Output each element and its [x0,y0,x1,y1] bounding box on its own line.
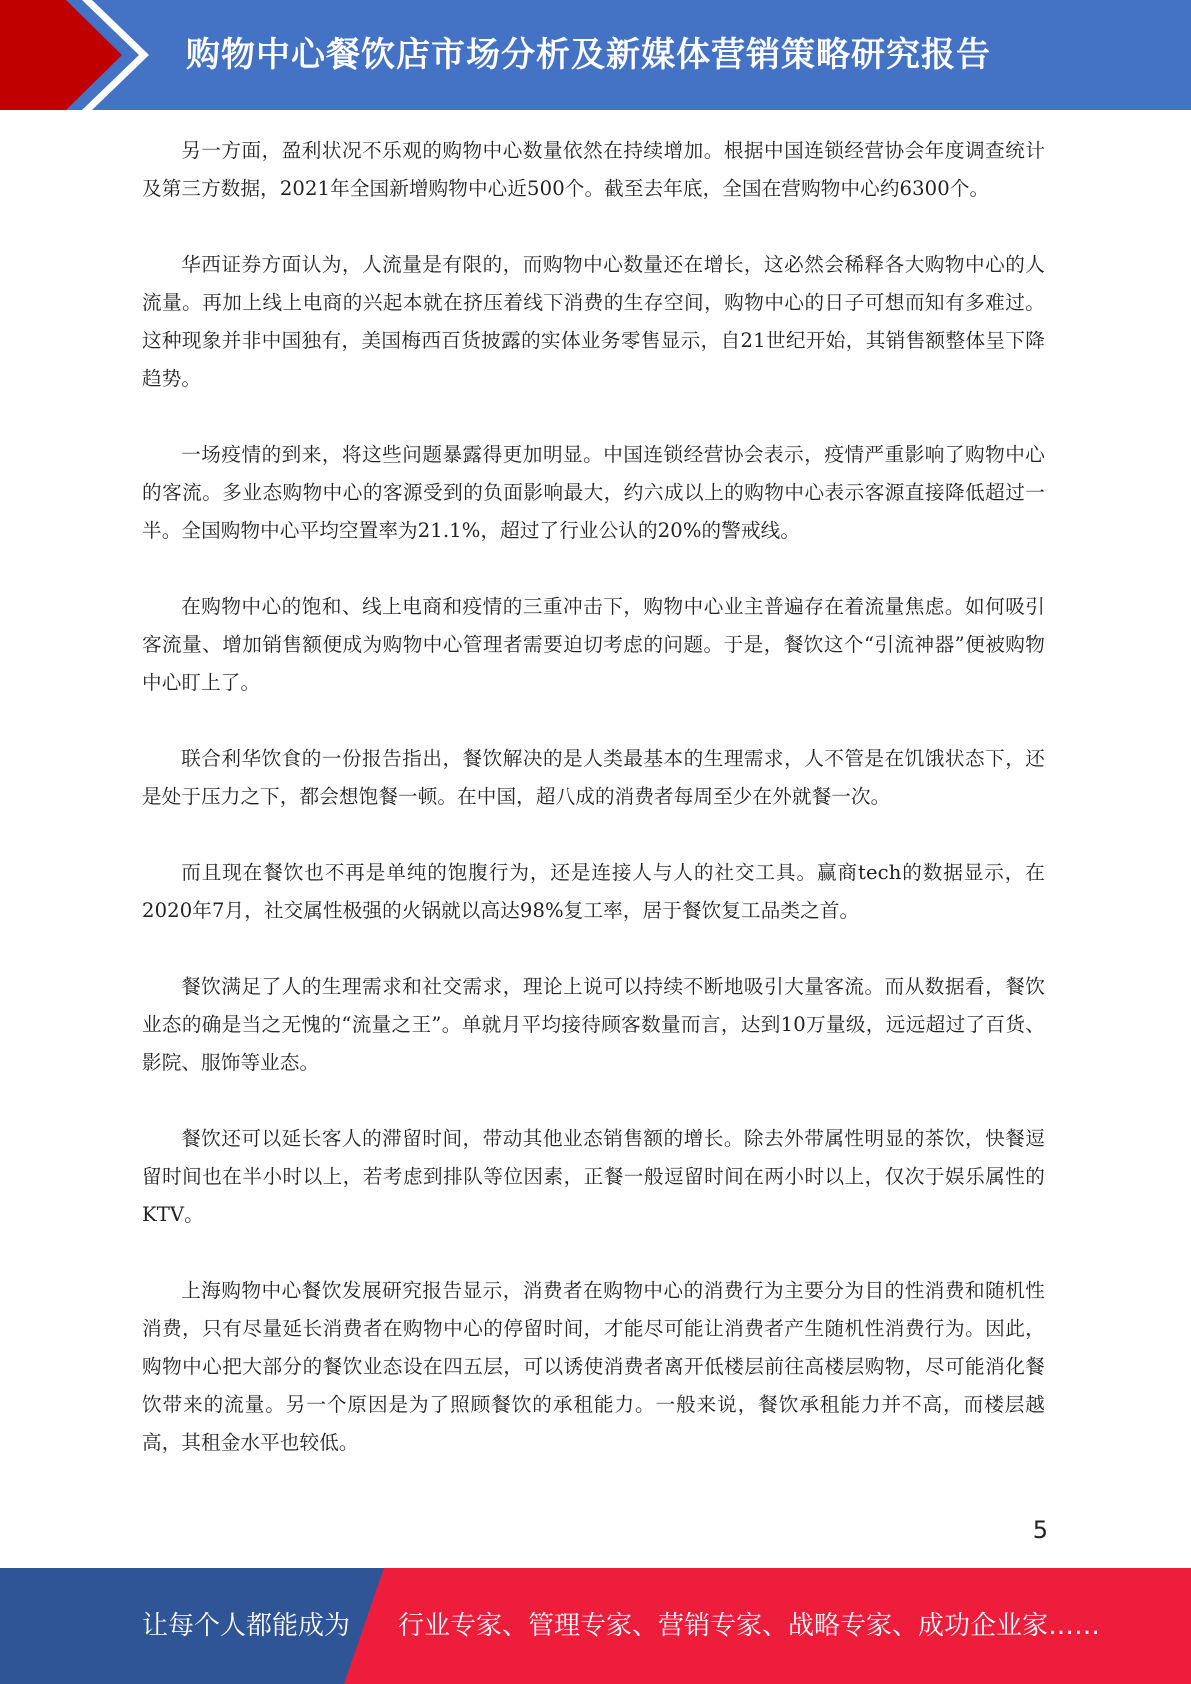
paragraph-8: 餐饮还可以延长客人的滞留时间，带动其他业态销售额的增长。除去外带属性明显的茶饮，快餐逗留时间也在半小时以上，若考虑到排队等位因素，正餐一般逗留时间在两小时以上，仅次于娱乐属性的KTV。 [142,1127,1045,1226]
paragraph-1: 另一方面，盈利状况不乐观的购物中心数量依然在持续增加。根据中国连锁经营协会年度调查统计及第三方数据，2021年全国新增购物中心近500个。截至去年底，全国在营购物中心约6300个。 [142,139,1045,200]
footer-slogan: 让每个人都能成为 [142,1611,351,1641]
page-header [0,0,1191,110]
body-text [142,132,1045,1500]
paragraph-5: 联合利华饮食的一份报告指出，餐饮解决的是人类最基本的生理需求，人不管是在饥饿状态下，还是处于压力之下，都会想饱餐一顿。在中国，超八成的消费者每周至少在外就餐一次。 [142,747,1045,808]
paragraph-4: 在购物中心的饱和、线上电商和疫情的三重冲击下，购物中心业主普遍存在着流量焦虑。如何吸引客流量、增加销售额便成为购物中心管理者需要迫切考虑的问题。于是，餐饮这个“引流神器”便被购物中心盯上了。 [142,595,1045,694]
paragraph-6: 而且现在餐饮也不再是单纯的饱腹行为，还是连接人与人的社交工具。赢商tech的数据显示，在2020年7月，社交属性极强的火锅就以高达98%复工率，居于餐饮复工品类之首。 [142,861,1045,922]
document-title: 购物中心餐饮店市场分析及新媒体营销策略研究报告 [186,35,991,75]
paragraph-3: 一场疫情的到来，将这些问题暴露得更加明显。中国连锁经营协会表示，疫情严重影响了购物中心的客流。多业态购物中心的客源受到的负面影响最大，约六成以上的购物中心表示客源直接降低超过一半。全国购物中心平均空置率为21.1%，超过了行业公认的20%的警戒线。 [142,443,1045,542]
paragraph-9: 上海购物中心餐饮发展研究报告显示，消费者在购物中心的消费行为主要分为目的性消费和随机性消费，只有尽量延长消费者在购物中心的停留时间，才能尽可能让消费者产生随机性消费行为。因此，购物中心把大部分的餐饮业态设在四五层，可以诱使消费者离开低楼层前往高楼层购物，尽可能消化餐饮带来的流量。另一个原因是为了照顾餐饮的承租能力。一般来说，餐饮承租能力并不高，而楼层越高，其租金水平也较低。 [142,1279,1045,1454]
paragraph-7: 餐饮满足了人的生理需求和社交需求，理论上说可以持续不断地吸引大量客流。而从数据看，餐饮业态的确是当之无愧的“流量之王”。单就月平均接待顾客数量而言，达到10万量级，远远超过了百货、影院、服饰等业态。 [142,975,1045,1074]
page-footer [0,1568,1191,1684]
page-number: 5 [1032,1516,1048,1544]
footer-roles: 行业专家、管理专家、营销专家、战略专家、成功企业家…… [398,1611,1101,1641]
paragraph-2: 华西证券方面认为，人流量是有限的，而购物中心数量还在增长，这必然会稀释各大购物中心的人流量。再加上线上电商的兴起本就在挤压着线下消费的生存空间，购物中心的日子可想而知有多难过。这种现象并非中国独有，美国梅西百货披露的实体业务零售显示，自21世纪开始，其销售额整体呈下降趋势。 [142,253,1045,390]
